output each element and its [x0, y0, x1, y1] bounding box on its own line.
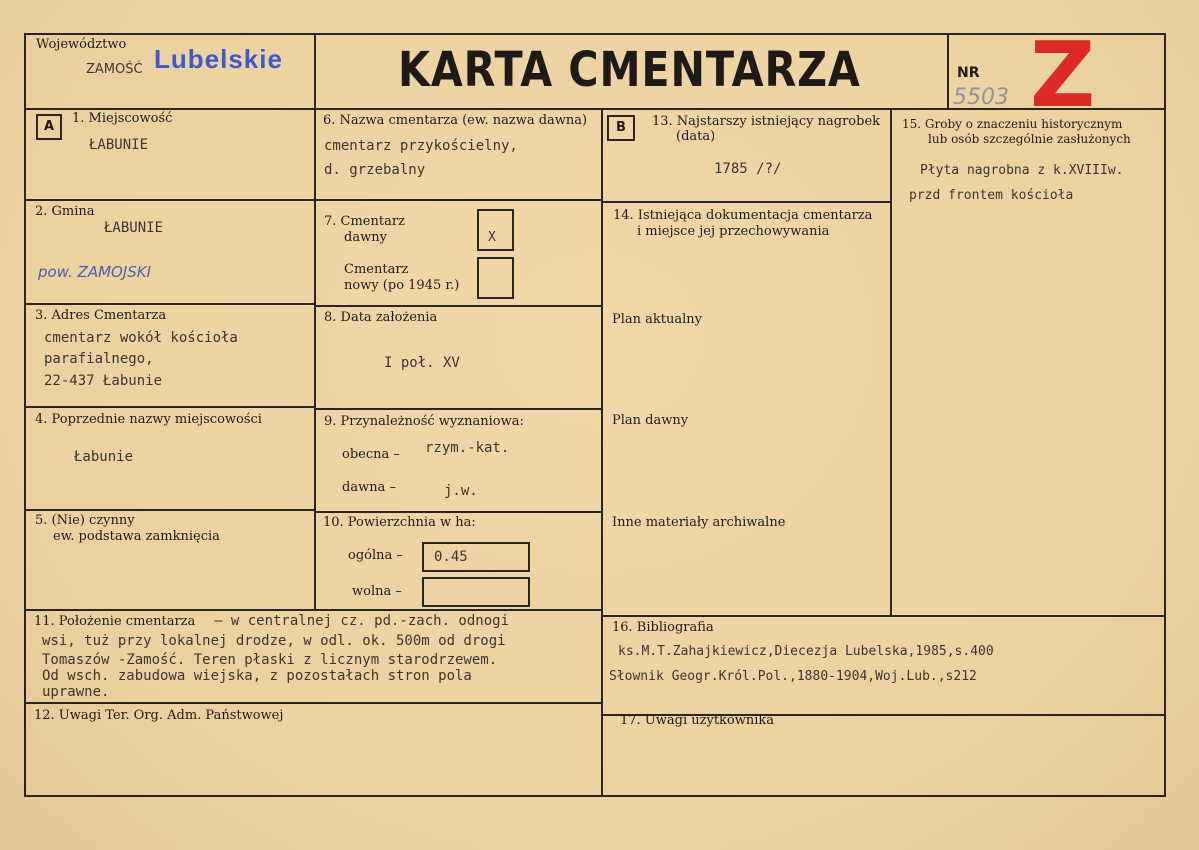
- field-11-line-1: – w centralnej cz. pd.-zach. odnogi: [214, 613, 510, 629]
- nr-label: NR: [957, 65, 980, 81]
- wojewodztwo-typed: ZAMOŚĆ: [86, 62, 143, 77]
- field-10-wolna-label: wolna –: [352, 584, 402, 599]
- row-line: [25, 509, 315, 511]
- field-7-dawny-checkbox: [477, 209, 514, 251]
- field-11-line-4: Od wsch. zabudowa wiejska, z pozostałach stron pola: [42, 668, 472, 684]
- field-7-dawny-mark: X: [488, 230, 496, 245]
- field-10-label: 10. Powierzchnia w ha:: [323, 515, 476, 530]
- field-7-dawny-label: dawny: [344, 230, 387, 245]
- field-16-line-2: Słownik Geogr.Król.Pol.,1880-1904,Woj.Lub.,s212: [609, 669, 977, 684]
- field-10-ogolna-label: ogólna –: [348, 548, 403, 563]
- field-8-label: 8. Data założenia: [324, 310, 438, 325]
- field-2-value: ŁABUNIE: [104, 220, 164, 236]
- field-11-line-5: uprawne.: [42, 684, 110, 700]
- field-5-sublabel: ew. podstawa zamknięcia: [53, 529, 220, 544]
- category-mark: Z: [1030, 23, 1096, 128]
- field-3-line-2: parafialnego,: [44, 351, 154, 367]
- field-13-sublabel: (data): [676, 129, 716, 144]
- field-2-powiat-note: pow. ZAMOJSKI: [38, 263, 152, 281]
- nr-value: 5503: [953, 85, 1009, 110]
- row-line: [602, 201, 891, 203]
- field-17-label: 17. Uwagi użytkownika: [620, 713, 775, 728]
- row-line: [25, 406, 315, 408]
- field-3-line-1: cmentarz wokół kościoła: [44, 330, 238, 346]
- field-11-line-3: Tomaszów -Zamość. Teren płaski z licznym starodrzewem.: [42, 652, 498, 668]
- field-15-line-2: przd frontem kościoła: [909, 188, 1074, 203]
- field-7-nowy-checkbox: [477, 257, 514, 299]
- field-14-sublabel: i miejsce jej przechowywania: [637, 224, 830, 239]
- field-9-obecna-value: rzym.-kat.: [425, 440, 510, 456]
- field-14-inne-materialy: Inne materiały archiwalne: [612, 515, 786, 530]
- frame-right: [1164, 33, 1166, 797]
- field-7-label: 7. Cmentarz: [324, 214, 405, 229]
- field-9-label: 9. Przynależność wyznaniowa:: [324, 414, 524, 429]
- field-13-label: 13. Najstarszy istniejący nagrobek: [652, 114, 881, 129]
- field-4-value: Łabunie: [74, 449, 134, 465]
- row-line: [315, 408, 602, 410]
- field-5-label: 5. (Nie) czynny: [35, 513, 135, 528]
- field-1-label: 1. Miejscowość: [72, 111, 173, 126]
- field-9-dawna-label: dawna –: [342, 480, 396, 495]
- frame-bottom: [25, 795, 1166, 797]
- field-9-obecna-label: obecna –: [342, 447, 400, 462]
- field-15-line-1: Płyta nagrobna z k.XVIIIw.: [920, 163, 1124, 178]
- field-12-label: 12. Uwagi Ter. Org. Adm. Państwowej: [34, 708, 284, 723]
- header-vline-2: [947, 33, 949, 110]
- col-line-3: [890, 108, 892, 616]
- header-vline-1: [314, 33, 316, 110]
- field-1-value: ŁABUNIE: [89, 137, 149, 153]
- section-a-marker: A: [36, 114, 62, 140]
- field-16-line-1: ks.M.T.Zahajkiewicz,Diecezja Lubelska,1985,s.400: [618, 644, 994, 659]
- field-3-label: 3. Adres Cmentarza: [35, 308, 167, 323]
- col-line-2: [601, 108, 603, 795]
- field-6-line-2: d. grzebalny: [324, 162, 426, 178]
- field-2-label: 2. Gmina: [35, 204, 95, 219]
- field-14-plan-dawny: Plan dawny: [612, 413, 689, 428]
- field-3-line-3: 22-437 Łabunie: [44, 373, 163, 389]
- row-line-16: [602, 615, 1165, 617]
- card-title: KARTA CMENTARZA: [398, 42, 861, 98]
- field-7-nowy-label-1: Cmentarz: [344, 262, 409, 277]
- wojewodztwo-stamp: Lubelskie: [154, 44, 283, 74]
- field-7-nowy-label-2: nowy (po 1945 r.): [344, 278, 460, 293]
- col-line-1: [314, 108, 316, 610]
- field-15-sublabel: lub osób szczególnie zasłużonych: [928, 132, 1131, 146]
- frame-top: [25, 33, 1166, 35]
- field-15-label: 15. Groby o znaczeniu historycznym: [902, 117, 1123, 131]
- row-line: [25, 199, 315, 201]
- field-6-label: 6. Nazwa cmentarza (ew. nazwa dawna): [323, 113, 588, 128]
- field-14-plan-aktualny: Plan aktualny: [612, 312, 703, 327]
- field-9-dawna-value: j.w.: [444, 483, 478, 499]
- frame-left: [24, 33, 26, 797]
- field-10-wolna-box: [422, 577, 530, 607]
- field-6-line-1: cmentarz przykościelny,: [324, 138, 518, 154]
- wojewodztwo-label: Województwo: [36, 37, 127, 52]
- row-line: [315, 199, 602, 201]
- field-14-label: 14. Istniejąca dokumentacja cmentarza: [613, 208, 873, 223]
- field-13-value: 1785 /?/: [714, 161, 782, 177]
- row-line-11: [25, 609, 602, 611]
- row-line: [315, 305, 602, 307]
- row-line: [315, 511, 602, 513]
- field-8-value: I poł. XV: [384, 355, 460, 371]
- field-11-line-2: wsi, tuż przy lokalnej drodze, w odl. ok. 500m od drogi: [42, 633, 506, 649]
- field-10-ogolna-value: 0.45: [434, 549, 468, 565]
- field-11-label: 11. Położenie cmentarza: [34, 614, 196, 629]
- section-b-marker: B: [607, 115, 635, 141]
- field-16-label: 16. Bibliografia: [612, 620, 714, 635]
- field-4-label: 4. Poprzednie nazwy miejscowości: [35, 412, 262, 427]
- field-10-ogolna-box: [422, 542, 530, 572]
- row-line-12: [25, 702, 602, 704]
- row-line: [25, 303, 315, 305]
